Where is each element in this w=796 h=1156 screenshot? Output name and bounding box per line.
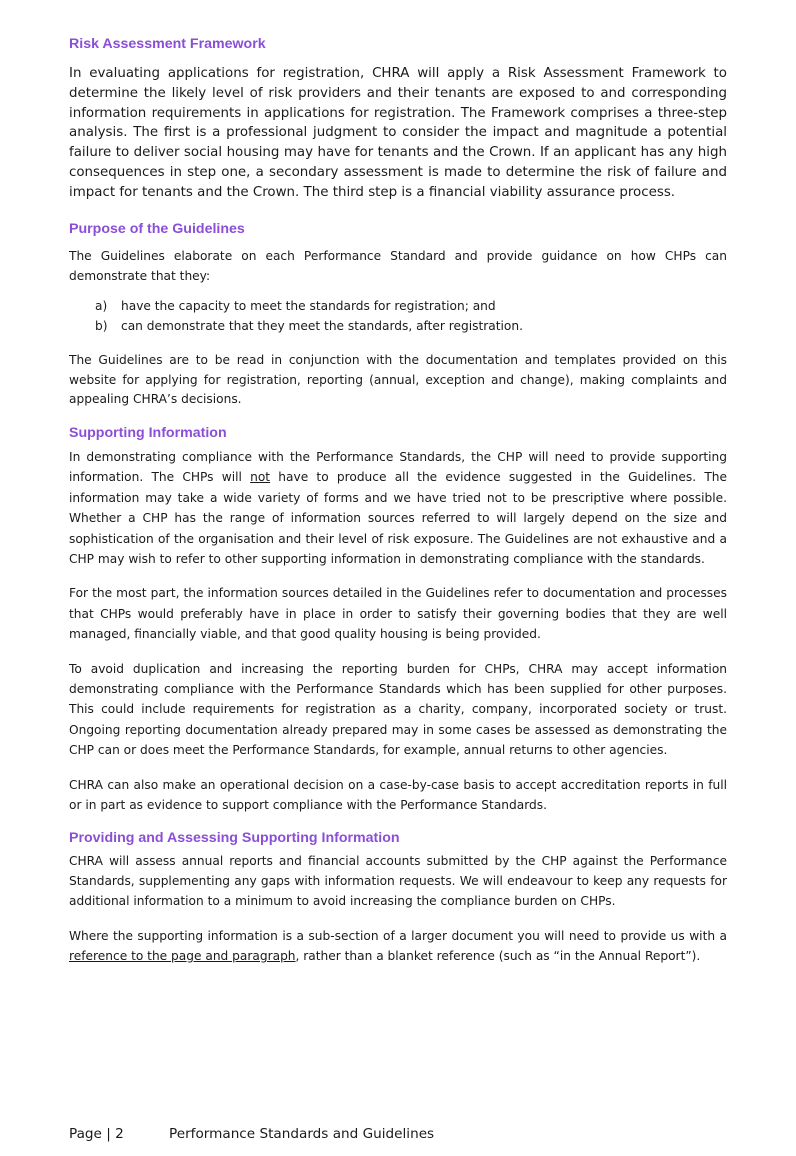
purpose-closing: The Guidelines are to be read in conjunction with the documentation and templates provided on this website for applying for registration, reporting (annual, exception and change), making complaints and appealing CHRA’s decisions.	[69, 353, 727, 406]
supporting-paragraph-2: For the most part, the information sources detailed in the Guidelines refer to documentation and processes that CHPs would preferably have in place in order to satisfy their governing bodies that they are well managed, financially viable, and that good quality housing is being provided.	[69, 586, 727, 642]
providing-heading: Providing and Assessing Supporting Information	[69, 829, 400, 846]
purpose-heading: Purpose of the Guidelines	[69, 220, 245, 237]
purpose-list	[69, 297, 727, 336]
document-title: Performance Standards and Guidelines	[169, 1126, 435, 1142]
providing-paragraph-2: Where the supporting information is a sub-section of a larger document you will need to provide us with a reference to the page and paragraph, rather than a blanket reference (such as “in the Annual Report”).	[69, 928, 727, 964]
purpose-intro: The Guidelines elaborate on each Performance Standard and provide guidance on how CHPs can demonstrate that they:	[69, 248, 727, 283]
list-item: a) have the capacity to meet the standards for registration; and	[95, 299, 496, 314]
page-footer	[69, 1126, 434, 1142]
supporting-paragraph-3: To avoid duplication and increasing the reporting burden for CHPs, CHRA may accept information demonstrating compliance with the Performance Standards which has been supplied for other purposes. This could include requirements for registration as a charity, company, incorporated society or trust. Ongoing reporting documentation already prepared may in some cases be assessed as demonstrating the CHP can or does meet the Performance Standards, for example, annual returns to other agencies.	[69, 661, 727, 758]
risk-heading: Risk Assessment Framework	[69, 36, 266, 52]
supporting-heading: Supporting Information	[69, 425, 227, 441]
list-item: b) can demonstrate that they meet the standards, after registration.	[95, 318, 523, 333]
page-number: Page | 2	[69, 1126, 124, 1142]
supporting-paragraph-4: CHRA can also make an operational decision on a case-by-case basis to accept accreditation reports in full or in part as evidence to support compliance with the Performance Standards.	[69, 777, 727, 813]
risk-paragraph: In evaluating applications for registration, CHRA will apply a Risk Assessment Framework to determine the likely level of risk providers and their tenants are exposed to and corresponding information requirements in applications for registration. The Framework comprises a three-step analysis. The first is a professional judgment to consider the impact and magnitude a potential failure to deliver social housing may have for tenants and the Crown. If an applicant has any high consequences in step one, a secondary assessment is made to determine the risk of failure and impact for tenants and the Crown. The third step is a financial viability assurance process.	[69, 66, 727, 200]
providing-paragraph-1: CHRA will assess annual reports and financial accounts submitted by the CHP against the Performance Standards, supplementing any gaps with information requests. We will endeavour to keep any requests for additional information to a minimum to avoid increasing the compliance burden on CHPs.	[69, 853, 727, 909]
document-page	[69, 36, 727, 967]
supporting-paragraph-1: In demonstrating compliance with the Performance Standards, the CHP will need to provide supporting information. The CHPs will not have to produce all the evidence suggested in the Guidelines. The information may take a wide variety of forms and we have tried not to be prescriptive where possible. Whether a CHP has the range of information sources referred to will largely depend on the size and sophistication of the organisation and their level of risk exposure. The Guidelines are not exhaustive and a CHP may wish to refer to other supporting information in demonstrating compliance with the standards.	[69, 450, 727, 567]
